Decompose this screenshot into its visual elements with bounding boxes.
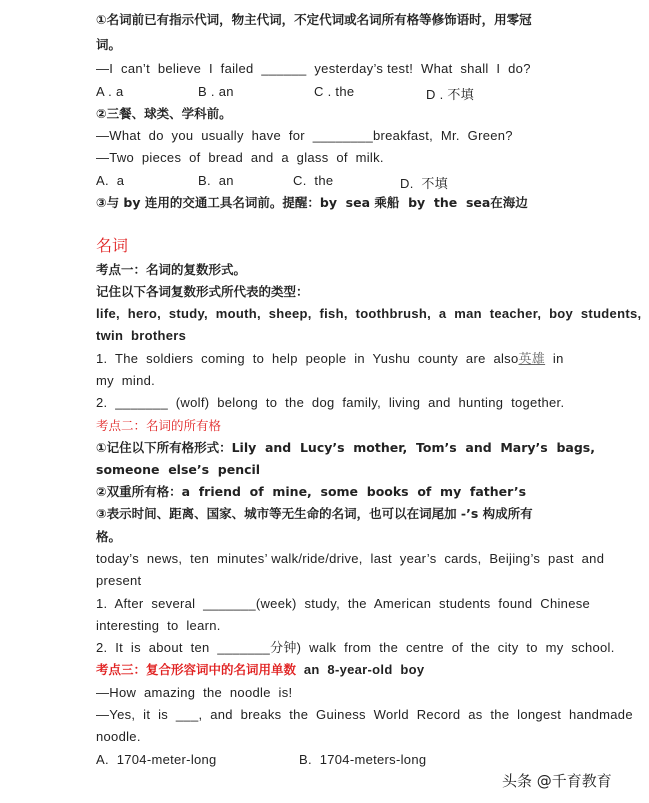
- item1-title-line2: 词。: [96, 37, 122, 52]
- option-a: A . a: [96, 84, 124, 99]
- item1-title-line1: ①名词前已有指示代词，物主代词，不定代词或名词所有格等修饰语时，用零冠: [96, 12, 532, 27]
- option-b: B. 1704-meters-long: [299, 752, 427, 767]
- point3-line: [96, 662, 424, 678]
- examples-line2: present: [96, 573, 142, 588]
- exercise3-line1: 1. After several _______(week) study, the American students found Chinese: [96, 596, 591, 611]
- question3-line1: —How amazing the noodle is!: [96, 685, 293, 700]
- exercise1-text: 1. The soldiers coming to help people in Yushu county are also: [96, 351, 519, 366]
- possessive3-line1: ③表示时间、距离、国家、城市等无生命的名词，也可以在词尾加 -’s 构成所有: [96, 506, 533, 521]
- question3-line2: —Yes, it is ___, and breaks the Guiness World Record as the longest handmade: [96, 707, 633, 722]
- item3-title: ③与 by 连用的交通工具名词前。提醒：by sea 乘船 by the sea在海边: [96, 195, 528, 210]
- exercise1-line1: [96, 351, 564, 367]
- exercise1-tail: in: [545, 351, 564, 366]
- point3-example: an 8-year-old boy: [296, 662, 425, 677]
- exercise2: 2. _______ (wolf) belong to the dog family, living and hunting together.: [96, 395, 565, 410]
- possessive1-line2: someone else’s pencil: [96, 462, 261, 477]
- exercise4: 2. It is about ten _______分钟) walk from the centre of the city to my school.: [96, 640, 615, 655]
- question3-line3: noodle.: [96, 729, 141, 744]
- word-list-line1: life, hero, study, mouth, sheep, fish, toothbrush, a man teacher, boy students,: [96, 306, 642, 321]
- question1: —I can’t believe I failed ______ yesterday’s test! What shall I do?: [96, 61, 531, 76]
- possessive1-line1: ①记住以下所有格形式：Lily and Lucy’s mother, Tom’s and Mary’s bags,: [96, 440, 595, 455]
- possessive3-line2: 格。: [96, 529, 122, 544]
- option-c: C. the: [293, 173, 334, 188]
- possessive2: ②双重所有格：a friend of mine, some books of my father’s: [96, 484, 527, 499]
- option-d: D . 不填: [426, 87, 475, 102]
- question2-line2: —Two pieces of bread and a glass of milk.: [96, 150, 384, 165]
- examples-line1: today’s news, ten minutes’ walk/ride/drive, last year’s cards, Beijing’s past and: [96, 551, 605, 566]
- item2-title: ②三餐、球类、学科前。: [96, 106, 232, 121]
- remember-label: 记住以下各词复数形式所代表的类型：: [96, 284, 309, 299]
- option-b: B. an: [198, 173, 234, 188]
- point2-title: 考点二：名词的所有格: [96, 418, 222, 433]
- question2-line1: —What do you usually have for ________breakfast, Mr. Green?: [96, 128, 513, 143]
- point1-title: 考点一：名词的复数形式。: [96, 262, 247, 277]
- option-d: D. 不填: [400, 176, 449, 191]
- option-a: A. a: [96, 173, 125, 188]
- section-heading-nouns: 名词: [96, 236, 129, 255]
- point3-title: 考点三：复合形容词中的名词用单数: [96, 662, 297, 677]
- exercise1-answer: 英雄: [518, 351, 546, 366]
- option-c: C . the: [314, 84, 355, 99]
- option-a: A. 1704-meter-long: [96, 752, 217, 767]
- option-b: B . an: [198, 84, 234, 99]
- word-list-line2: twin brothers: [96, 328, 187, 343]
- watermark: 头条 @千育教育: [502, 772, 612, 790]
- exercise1-line2: my mind.: [96, 373, 156, 388]
- exercise3-line2: interesting to learn.: [96, 618, 221, 633]
